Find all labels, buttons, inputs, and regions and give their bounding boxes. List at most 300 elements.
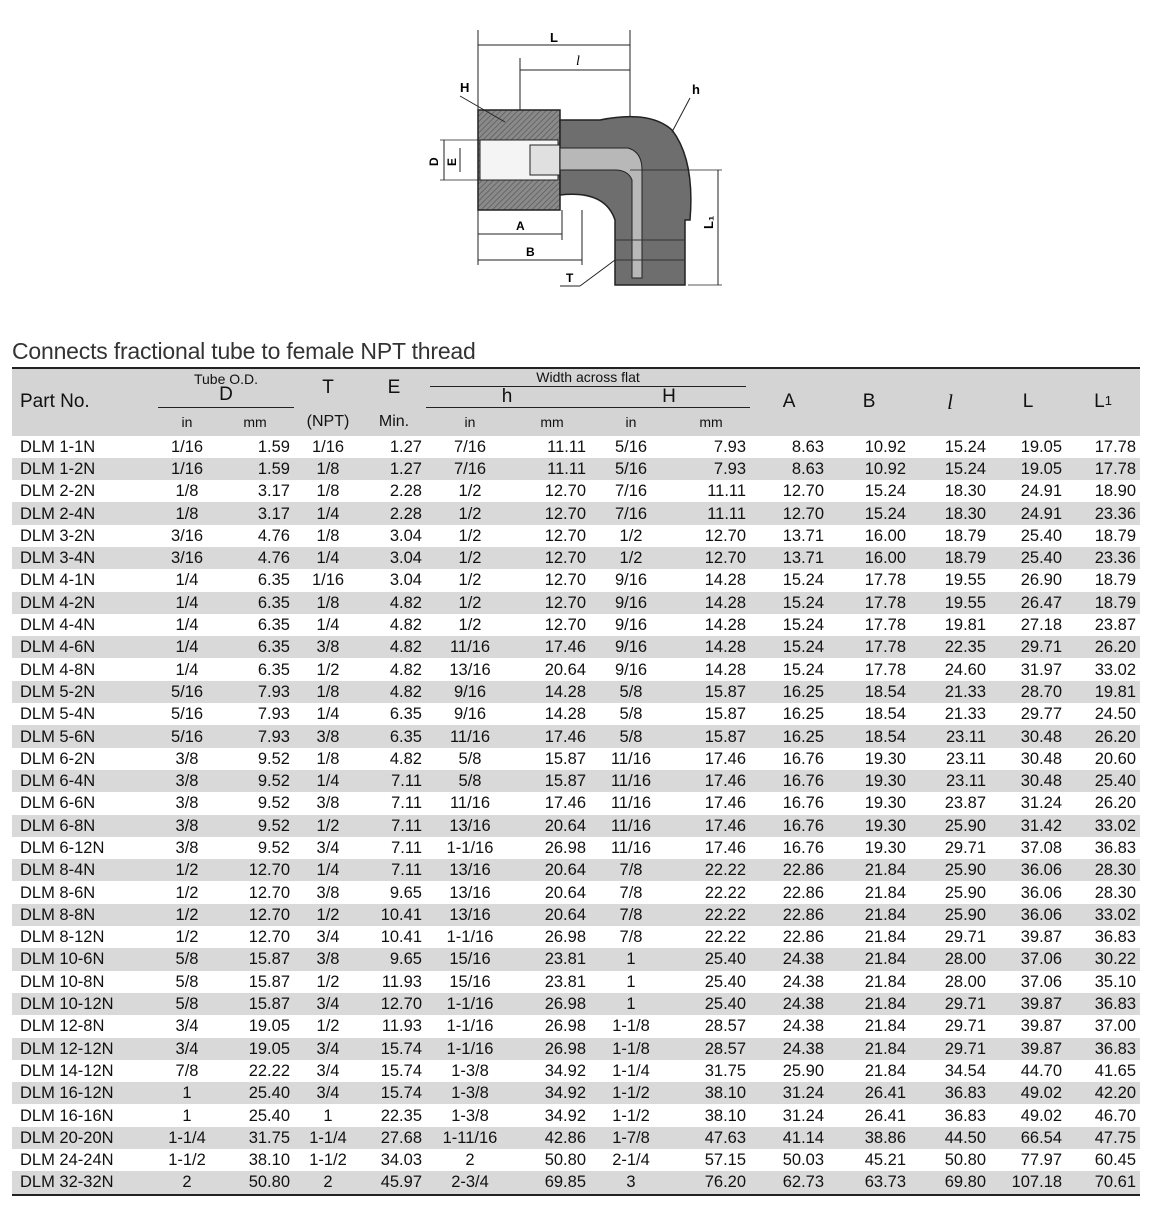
cell-H-mm: 22.22 <box>704 905 747 924</box>
cell-H-mm: 25.40 <box>704 995 747 1014</box>
cell-L: 77.97 <box>1020 1151 1063 1170</box>
cell-l: 19.55 <box>944 571 987 590</box>
cell-tube-mm: 9.52 <box>257 794 290 813</box>
table-row <box>12 636 1140 658</box>
cell-H-in: 3 <box>626 1173 636 1192</box>
cell-l: 29.71 <box>944 838 987 857</box>
cell-H-in: 1 <box>626 972 636 991</box>
cell-t-npt: 1/8 <box>316 593 340 612</box>
cell-t-npt: 1/16 <box>311 437 345 456</box>
cell-L: 26.47 <box>1020 593 1063 612</box>
cell-b: 15.24 <box>864 482 907 501</box>
cell-L: 44.70 <box>1020 1061 1063 1080</box>
cell-H-in: 1-1/8 <box>612 1039 650 1058</box>
cell-H-mm: 12.70 <box>704 549 747 568</box>
cell-l: 22.35 <box>944 638 987 657</box>
cell-l: 21.33 <box>944 682 987 701</box>
cell-h-mm: 12.70 <box>544 593 586 612</box>
table-row <box>12 458 1140 480</box>
cell-L1: 28.30 <box>1094 861 1137 880</box>
cell-h-mm: 12.70 <box>544 571 586 590</box>
cell-H-in: 1-1/2 <box>612 1106 650 1125</box>
dim-L: L <box>550 30 558 45</box>
header-min: Min. <box>378 412 410 430</box>
cell-h-in: 13/16 <box>449 816 491 835</box>
cell-b: 26.41 <box>864 1084 907 1103</box>
cell-t-npt: 3/4 <box>316 1084 340 1103</box>
cell-H-mm: 14.28 <box>704 616 747 635</box>
cell-H-in: 9/16 <box>614 638 648 657</box>
table-row <box>12 436 1140 458</box>
cell-L: 25.40 <box>1020 526 1063 545</box>
cell-tube-in: 1/2 <box>175 861 199 880</box>
cell-tube-mm: 15.87 <box>248 950 290 969</box>
cell-H-mm: 14.28 <box>704 571 747 590</box>
cell-H-in: 9/16 <box>614 571 648 590</box>
cell-t-npt: 2 <box>323 1173 333 1192</box>
header-h-mm: mm <box>514 408 590 436</box>
cell-tube-mm: 31.75 <box>248 1128 290 1147</box>
cell-part-no: DLM 6-4N <box>20 772 96 791</box>
cell-b: 17.78 <box>864 593 907 612</box>
cell-b: 21.84 <box>864 1017 907 1036</box>
cell-h-mm: 26.98 <box>544 838 586 857</box>
cell-tube-mm: 9.52 <box>257 838 290 857</box>
cell-t-npt: 1-1/4 <box>309 1128 347 1147</box>
cell-tube-in: 1/8 <box>175 482 199 501</box>
cell-h-mm: 12.70 <box>544 526 586 545</box>
cell-tube-in: 1/8 <box>175 504 199 523</box>
cell-tube-mm: 12.70 <box>248 883 290 902</box>
cell-L1: 24.50 <box>1094 705 1137 724</box>
cell-h-in: 1-11/16 <box>442 1128 498 1147</box>
cell-tube-in: 3/8 <box>175 794 199 813</box>
cell-a: 24.38 <box>782 950 825 969</box>
cell-l: 23.87 <box>944 794 987 813</box>
cell-h-in: 15/16 <box>449 950 491 969</box>
cell-h-in: 1-1/16 <box>446 995 494 1014</box>
cell-tube-mm: 19.05 <box>248 1017 290 1036</box>
cell-H-in: 1-1/4 <box>612 1061 650 1080</box>
cell-tube-in: 5/8 <box>175 972 199 991</box>
cell-H-in: 1/2 <box>619 526 643 545</box>
cell-b: 21.84 <box>864 883 907 902</box>
cell-h-in: 7/16 <box>453 437 487 456</box>
cell-h-mm: 11.11 <box>547 437 586 456</box>
cell-e-min: 4.82 <box>389 660 422 679</box>
dimensions-table <box>12 367 1140 1196</box>
table-row <box>12 993 1140 1015</box>
cell-e-min: 4.82 <box>389 593 422 612</box>
cell-a: 22.86 <box>782 928 825 947</box>
cell-tube-in: 5/16 <box>170 727 204 746</box>
cell-tube-mm: 15.87 <box>248 972 290 991</box>
cell-t-npt: 1/16 <box>311 571 345 590</box>
cell-h-in: 1-1/16 <box>446 838 494 857</box>
cell-e-min: 4.82 <box>389 616 422 635</box>
cell-h-in: 13/16 <box>449 883 491 902</box>
cell-t-npt: 3/4 <box>316 928 340 947</box>
cell-tube-in: 1/4 <box>175 638 199 657</box>
cell-part-no: DLM 8-8N <box>20 905 96 924</box>
cell-b: 45.21 <box>864 1151 907 1170</box>
cell-L: 39.87 <box>1020 1039 1063 1058</box>
cell-tube-mm: 6.35 <box>257 660 290 679</box>
cell-e-min: 27.68 <box>380 1128 422 1147</box>
cell-L: 107.18 <box>1011 1173 1063 1192</box>
cell-b: 21.84 <box>864 972 907 991</box>
cell-tube-in: 5/8 <box>175 995 199 1014</box>
cell-L: 31.24 <box>1020 794 1063 813</box>
cell-part-no: DLM 5-2N <box>20 682 96 701</box>
table-row <box>12 658 1140 680</box>
cell-H-in: 2-1/4 <box>612 1151 650 1170</box>
cell-tube-in: 3/16 <box>170 526 204 545</box>
cell-h-mm: 69.85 <box>544 1173 586 1192</box>
header-L1-sub: 1 <box>1104 393 1112 409</box>
header-tube-in: in <box>158 408 216 436</box>
cell-b: 10.92 <box>864 459 907 478</box>
header-tube-mm: mm <box>216 408 294 436</box>
cell-H-in: 1 <box>626 950 636 969</box>
cell-l: 18.30 <box>944 482 987 501</box>
cell-tube-mm: 12.70 <box>248 861 290 880</box>
cell-b: 21.84 <box>864 1061 907 1080</box>
cell-b: 17.78 <box>864 660 907 679</box>
cell-H-mm: 17.46 <box>704 772 747 791</box>
cell-H-mm: 17.46 <box>704 794 747 813</box>
header-L: L <box>1022 391 1034 413</box>
cell-a: 13.71 <box>782 549 825 568</box>
cell-t-npt: 1/4 <box>316 504 340 523</box>
cell-L: 26.90 <box>1020 571 1063 590</box>
cell-t-npt: 1 <box>323 1106 333 1125</box>
cell-h-in: 7/16 <box>453 459 487 478</box>
cell-l: 34.54 <box>944 1061 987 1080</box>
cell-tube-mm: 3.17 <box>257 504 290 523</box>
cell-l: 23.11 <box>945 749 987 768</box>
cell-t-npt: 1/2 <box>316 972 340 991</box>
cell-a: 24.38 <box>782 1039 825 1058</box>
cell-l: 21.33 <box>944 705 987 724</box>
cell-h-in: 1-3/8 <box>451 1106 489 1125</box>
cell-L1: 60.45 <box>1094 1151 1137 1170</box>
cell-part-no: DLM 32-32N <box>20 1173 114 1192</box>
cell-e-min: 10.41 <box>380 905 422 924</box>
cell-e-min: 4.82 <box>389 638 422 657</box>
table-row <box>12 703 1140 725</box>
cell-H-in: 7/16 <box>614 482 648 501</box>
table-row <box>12 1127 1140 1149</box>
cell-part-no: DLM 20-20N <box>20 1128 114 1147</box>
header-H: H <box>662 386 676 407</box>
cell-h-in: 1/2 <box>458 571 482 590</box>
cell-part-no: DLM 12-12N <box>20 1039 114 1058</box>
cell-L1: 41.65 <box>1094 1061 1137 1080</box>
cell-tube-mm: 22.22 <box>248 1061 290 1080</box>
cell-H-in: 1-1/2 <box>612 1084 650 1103</box>
table-row <box>12 1082 1140 1104</box>
cell-a: 22.86 <box>782 905 825 924</box>
cell-H-in: 9/16 <box>614 593 648 612</box>
cell-h-mm: 20.64 <box>544 660 586 679</box>
cell-l: 18.79 <box>944 549 987 568</box>
cell-h-mm: 17.46 <box>544 638 586 657</box>
cell-h-mm: 20.64 <box>544 861 586 880</box>
cell-h-mm: 12.70 <box>544 504 586 523</box>
table-row <box>12 1149 1140 1171</box>
header-L1 <box>1066 368 1140 436</box>
cell-L: 39.87 <box>1020 995 1063 1014</box>
cell-l: 28.00 <box>944 972 987 991</box>
cell-h-in: 2 <box>465 1151 475 1170</box>
header-tube-d: D <box>219 384 233 405</box>
table-row <box>12 1015 1140 1037</box>
cell-L1: 26.20 <box>1094 794 1137 813</box>
cell-H-mm: 28.57 <box>704 1017 747 1036</box>
table-row <box>12 1171 1140 1194</box>
cell-L: 36.06 <box>1020 905 1063 924</box>
cell-e-min: 9.65 <box>389 883 422 902</box>
cell-h-mm: 34.92 <box>544 1106 586 1125</box>
table-row <box>12 770 1140 792</box>
cell-H-in: 11/16 <box>610 794 652 813</box>
cell-L1: 33.02 <box>1094 816 1137 835</box>
cell-tube-in: 2 <box>182 1173 192 1192</box>
cell-L1: 19.81 <box>1094 682 1137 701</box>
cell-part-no: DLM 14-12N <box>20 1061 114 1080</box>
cell-l: 23.11 <box>945 772 987 791</box>
cell-H-in: 7/8 <box>619 861 643 880</box>
cell-part-no: DLM 4-1N <box>20 571 96 590</box>
cell-l: 50.80 <box>944 1151 987 1170</box>
cell-tube-in: 1/4 <box>175 593 199 612</box>
cell-l: 25.90 <box>944 883 987 902</box>
cell-e-min: 2.28 <box>389 504 422 523</box>
cell-h-in: 2-3/4 <box>451 1173 489 1192</box>
cell-b: 10.92 <box>864 437 907 456</box>
cell-l: 36.83 <box>944 1084 987 1103</box>
cell-L: 49.02 <box>1020 1106 1063 1125</box>
cell-e-min: 7.11 <box>391 838 422 857</box>
cell-h-in: 1-3/8 <box>451 1061 489 1080</box>
cell-H-mm: 38.10 <box>704 1106 747 1125</box>
cell-L: 49.02 <box>1020 1084 1063 1103</box>
header-h-H <box>426 387 750 407</box>
header-H-mm: mm <box>672 408 750 436</box>
header-npt: (NPT) <box>306 412 350 430</box>
cell-l: 25.90 <box>944 861 987 880</box>
cell-h-in: 9/16 <box>453 705 487 724</box>
cell-L: 24.91 <box>1020 504 1063 523</box>
cell-t-npt: 3/8 <box>316 794 340 813</box>
table-row <box>12 792 1140 814</box>
cell-b: 26.41 <box>864 1106 907 1125</box>
cell-l: 28.00 <box>944 950 987 969</box>
cell-tube-in: 3/8 <box>175 772 199 791</box>
cell-a: 41.14 <box>782 1128 825 1147</box>
table-row <box>12 592 1140 614</box>
cell-b: 15.24 <box>864 504 907 523</box>
cell-L: 29.77 <box>1020 705 1063 724</box>
cell-a: 15.24 <box>782 638 825 657</box>
cell-L: 37.06 <box>1020 950 1063 969</box>
cell-b: 17.78 <box>864 638 907 657</box>
cell-a: 16.76 <box>782 794 825 813</box>
cell-tube-in: 1/16 <box>170 437 204 456</box>
cell-H-mm: 25.40 <box>704 972 747 991</box>
cell-part-no: DLM 8-4N <box>20 861 96 880</box>
cell-b: 19.30 <box>864 749 907 768</box>
table-row <box>12 1038 1140 1060</box>
cell-a: 15.24 <box>782 616 825 635</box>
cell-t-npt: 1/8 <box>316 749 340 768</box>
cell-h-mm: 20.64 <box>544 883 586 902</box>
cell-a: 15.24 <box>782 660 825 679</box>
cell-tube-mm: 7.93 <box>257 727 290 746</box>
cell-H-mm: 7.93 <box>713 459 747 478</box>
cell-h-in: 9/16 <box>453 682 487 701</box>
cell-t-npt: 1/2 <box>316 660 340 679</box>
cell-a: 22.86 <box>782 883 825 902</box>
cell-tube-mm: 6.35 <box>257 571 290 590</box>
cell-e-min: 6.35 <box>389 727 422 746</box>
dim-l: l <box>576 54 580 69</box>
cell-h-mm: 12.70 <box>544 549 586 568</box>
cell-tube-in: 3/8 <box>175 749 199 768</box>
cell-L1: 36.83 <box>1094 995 1137 1014</box>
cell-h-mm: 17.46 <box>544 794 586 813</box>
cell-t-npt: 3/4 <box>316 1061 340 1080</box>
cell-part-no: DLM 16-16N <box>20 1106 114 1125</box>
cell-t-npt: 1-1/2 <box>309 1151 347 1170</box>
cell-h-mm: 26.98 <box>544 1039 586 1058</box>
cell-a: 16.76 <box>782 816 825 835</box>
cell-L1: 33.02 <box>1094 905 1137 924</box>
table-row <box>12 725 1140 747</box>
cell-L1: 36.83 <box>1094 928 1137 947</box>
cell-e-min: 11.93 <box>381 1017 422 1036</box>
cell-tube-in: 1/2 <box>175 883 199 902</box>
cell-H-mm: 76.20 <box>704 1173 747 1192</box>
cell-l: 18.79 <box>944 526 987 545</box>
cell-tube-in: 1/2 <box>175 905 199 924</box>
cell-part-no: DLM 4-2N <box>20 593 96 612</box>
cell-part-no: DLM 2-4N <box>20 504 96 523</box>
cell-L: 24.91 <box>1020 482 1063 501</box>
cell-e-min: 3.04 <box>389 549 422 568</box>
cell-h-mm: 50.80 <box>544 1151 586 1170</box>
cell-tube-mm: 19.05 <box>248 1039 290 1058</box>
cell-b: 38.86 <box>864 1128 907 1147</box>
cell-l: 23.11 <box>945 727 987 746</box>
cell-a: 31.24 <box>782 1106 825 1125</box>
cell-h-mm: 20.64 <box>544 905 586 924</box>
cell-e-min: 11.93 <box>381 972 422 991</box>
cell-H-in: 5/8 <box>619 705 643 724</box>
cell-a: 16.76 <box>782 838 825 857</box>
cell-L: 28.70 <box>1020 682 1063 701</box>
cell-H-mm: 15.87 <box>704 705 747 724</box>
cell-H-in: 9/16 <box>614 616 648 635</box>
cell-H-in: 11/16 <box>610 772 652 791</box>
cell-tube-mm: 6.35 <box>257 616 290 635</box>
header-L1-main: L <box>1094 391 1105 413</box>
table-row <box>12 547 1140 569</box>
cell-t-npt: 1/4 <box>316 772 340 791</box>
table-row <box>12 971 1140 993</box>
cell-tube-mm: 9.52 <box>257 772 290 791</box>
cell-a: 25.90 <box>782 1061 825 1080</box>
cell-e-min: 10.41 <box>380 928 422 947</box>
cell-b: 19.30 <box>864 838 907 857</box>
cell-e-min: 6.35 <box>389 705 422 724</box>
cell-part-no: DLM 10-8N <box>20 972 105 991</box>
table-row <box>12 502 1140 524</box>
cell-part-no: DLM 5-4N <box>20 705 96 724</box>
cell-e-min: 15.74 <box>380 1039 422 1058</box>
cell-b: 19.30 <box>864 794 907 813</box>
cell-tube-mm: 7.93 <box>257 705 290 724</box>
cell-L: 66.54 <box>1020 1128 1063 1147</box>
cell-t-npt: 1/8 <box>316 682 340 701</box>
cell-t-npt: 1/4 <box>316 705 340 724</box>
cell-L1: 35.10 <box>1094 972 1137 991</box>
cell-L1: 70.61 <box>1094 1173 1137 1192</box>
cell-t-npt: 1/8 <box>316 459 340 478</box>
cell-H-mm: 17.46 <box>704 838 747 857</box>
table-row <box>12 815 1140 837</box>
cell-H-in: 7/8 <box>619 905 643 924</box>
dim-D: D <box>427 157 441 166</box>
dim-T: T <box>566 271 574 285</box>
cell-h-mm: 15.87 <box>544 749 586 768</box>
cell-h-in: 11/16 <box>449 727 491 746</box>
cell-H-mm: 14.28 <box>704 660 747 679</box>
dim-A: A <box>516 219 525 233</box>
cell-h-in: 1/2 <box>458 616 482 635</box>
table-row <box>12 926 1140 948</box>
cell-L: 30.48 <box>1020 727 1063 746</box>
dim-L1: L₁ <box>701 215 716 229</box>
cell-H-in: 5/16 <box>614 459 648 478</box>
cell-H-in: 11/16 <box>610 838 652 857</box>
cell-h-mm: 26.98 <box>544 928 586 947</box>
cell-b: 18.54 <box>864 705 907 724</box>
cell-h-mm: 14.28 <box>544 705 586 724</box>
cell-L: 37.08 <box>1020 838 1063 857</box>
cell-b: 16.00 <box>864 549 907 568</box>
cell-tube-mm: 38.10 <box>248 1151 290 1170</box>
cell-e-min: 1.27 <box>389 459 422 478</box>
cell-L1: 23.36 <box>1094 504 1137 523</box>
cell-H-in: 1 <box>626 995 636 1014</box>
cell-b: 16.00 <box>864 526 907 545</box>
cell-tube-mm: 3.17 <box>257 482 290 501</box>
cell-H-in: 9/16 <box>614 660 648 679</box>
cell-tube-mm: 25.40 <box>248 1106 290 1125</box>
cell-t-npt: 1/8 <box>316 482 340 501</box>
cell-tube-mm: 6.35 <box>257 593 290 612</box>
cell-H-in: 11/16 <box>610 749 652 768</box>
table-row <box>12 480 1140 502</box>
cell-a: 16.25 <box>782 727 825 746</box>
cell-b: 21.84 <box>864 950 907 969</box>
cell-L: 19.05 <box>1020 437 1063 456</box>
table-row <box>12 681 1140 703</box>
cell-tube-in: 1/16 <box>170 459 204 478</box>
cell-t-npt: 3/8 <box>316 727 340 746</box>
